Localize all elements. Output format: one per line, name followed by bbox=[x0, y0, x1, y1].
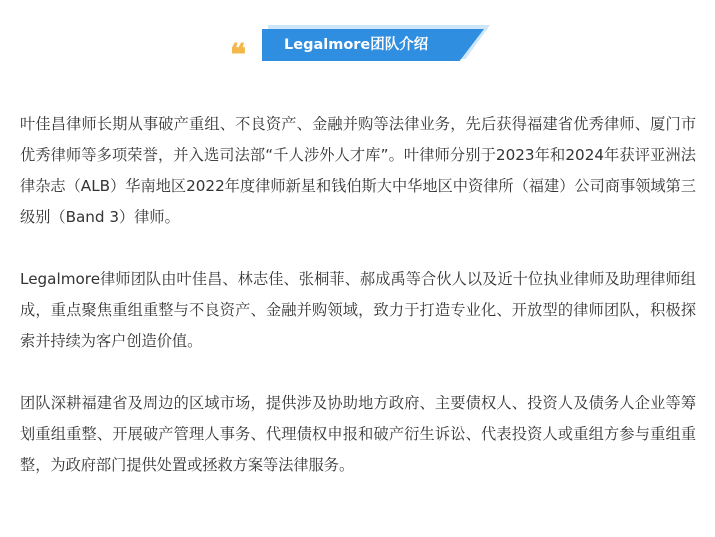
section-title: Legalmore团队介绍 bbox=[284, 37, 429, 53]
paragraph-team-composition: Legalmore律师团队由叶佳昌、林志佳、张桐菲、郝成禹等合伙人以及近十位执业律师及助理律师组成，重点聚焦重组重整与不良资产、金融并购领域，致力于打造专业化、开放型的律师团队，积极探索并持续为客户创造价值。 bbox=[20, 270, 696, 350]
paragraph-lawyer-bio: 叶佳昌律师长期从事破产重组、不良资产、金融并购等法律业务，先后获得福建省优秀律师、厦门市优秀律师等多项荣誉，并入选司法部“千人涉外人才库”。叶律师分别于2023年和2024年获评亚洲法律杂志（ALB）华南地区2022年度律师新星和钱伯斯大中华地区中资律所（福建）公司商事领域第三级别（Band 3）律师。 bbox=[20, 115, 696, 226]
section-header bbox=[226, 25, 496, 73]
article-body bbox=[20, 109, 696, 481]
title-banner bbox=[262, 25, 492, 63]
paragraph-team-services: 团队深耕福建省及周边的区域市场，提供涉及协助地方政府、主要债权人、投资人及债务人企业等筹划重组重整、开展破产管理人事务、代理债权申报和破产衍生诉讼、代表投资人或重组方参与重组重整，为政府部门提供处置或拯救方案等法律服务。 bbox=[20, 394, 696, 474]
quote-icon: ❝ bbox=[230, 38, 247, 73]
